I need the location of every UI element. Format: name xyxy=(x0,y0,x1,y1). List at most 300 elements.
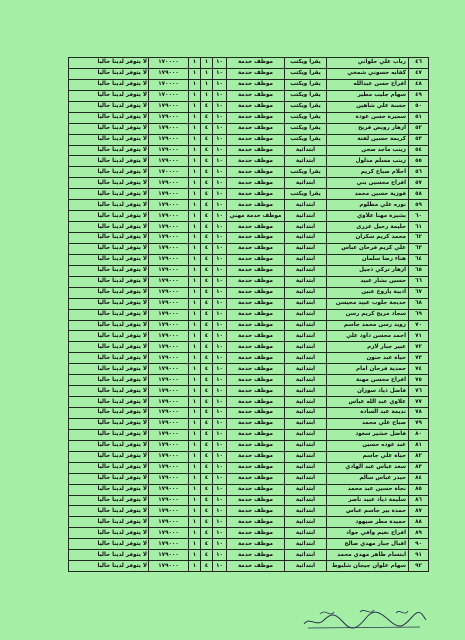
cell-job-title: موظف خدمة xyxy=(227,397,285,408)
cell-salary: ١٧٩٠٠٠ xyxy=(149,298,189,309)
cell-serial: ٥٣ xyxy=(409,134,429,145)
cell-grade: ١٠ xyxy=(213,375,227,386)
cell-education: ابتدائية xyxy=(285,156,327,167)
cell-count: ١ xyxy=(189,539,201,550)
table-row xyxy=(69,506,429,517)
cell-grade: ١٠ xyxy=(213,112,227,123)
cell-grade: ١٠ xyxy=(213,134,227,145)
cell-serial: ٧٨ xyxy=(409,408,429,419)
cell-remarks: لا يتوفر لدينا حاليا xyxy=(69,243,149,254)
cell-remarks: لا يتوفر لدينا حاليا xyxy=(69,353,149,364)
table-row xyxy=(69,287,429,298)
cell-stage: ٤ xyxy=(201,539,213,550)
cell-salary: ١٧٩٠٠٠ xyxy=(149,309,189,320)
cell-count: ١ xyxy=(189,156,201,167)
cell-serial: ٦٥ xyxy=(409,265,429,276)
cell-grade: ١٠ xyxy=(213,386,227,397)
cell-count: ١ xyxy=(189,364,201,375)
cell-salary: ١٧٩٠٠٠ xyxy=(149,200,189,211)
cell-education: ابتدائية xyxy=(285,178,327,189)
cell-stage: ٤ xyxy=(201,408,213,419)
cell-serial: ٤٩ xyxy=(409,90,429,101)
cell-name: حياة علي جاسم xyxy=(327,451,409,462)
cell-serial: ٥٧ xyxy=(409,178,429,189)
cell-salary: ١٧٩٠٠٠ xyxy=(149,331,189,342)
table-row xyxy=(69,408,429,419)
cell-stage: ٤ xyxy=(201,287,213,298)
cell-remarks: لا يتوفر لدينا حاليا xyxy=(69,298,149,309)
cell-serial: ٥٦ xyxy=(409,167,429,178)
table-row xyxy=(69,418,429,429)
cell-remarks: لا يتوفر لدينا حاليا xyxy=(69,167,149,178)
cell-stage: ٤ xyxy=(201,265,213,276)
table-row xyxy=(69,517,429,528)
cell-remarks: لا يتوفر لدينا حاليا xyxy=(69,123,149,134)
cell-job-title: موظف خدمة xyxy=(227,364,285,375)
cell-education: ابتدائية xyxy=(285,243,327,254)
cell-job-title: موظف خدمة xyxy=(227,539,285,550)
cell-grade: ١٠ xyxy=(213,58,227,69)
table-row xyxy=(69,200,429,211)
cell-grade: ١٠ xyxy=(213,331,227,342)
cell-serial: ٧٠ xyxy=(409,320,429,331)
cell-education: ابتدائية xyxy=(285,506,327,517)
cell-education: يقرا ويكتب xyxy=(285,112,327,123)
cell-remarks: لا يتوفر لدينا حاليا xyxy=(69,156,149,167)
cell-remarks: لا يتوفر لدينا حاليا xyxy=(69,58,149,69)
cell-salary: ١٧٩٠٠٠ xyxy=(149,254,189,265)
cell-serial: ٥٥ xyxy=(409,156,429,167)
cell-education: يقرا ويكتب xyxy=(285,68,327,79)
cell-grade: ١٠ xyxy=(213,528,227,539)
cell-serial: ٨٨ xyxy=(409,517,429,528)
cell-name: زينب مسلم مدلول xyxy=(327,156,409,167)
cell-grade: ١٠ xyxy=(213,451,227,462)
cell-job-title: موظف خدمة xyxy=(227,276,285,287)
cell-remarks: لا يتوفر لدينا حاليا xyxy=(69,320,149,331)
table-row xyxy=(69,561,429,572)
table-row xyxy=(69,58,429,69)
cell-serial: ٥٤ xyxy=(409,145,429,156)
cell-name: افراح محسين بني xyxy=(327,178,409,189)
cell-salary: ١٧٩٠٠٠ xyxy=(149,561,189,572)
cell-salary: ١٧٩٠٠٠ xyxy=(149,440,189,451)
cell-education: ابتدائية xyxy=(285,233,327,244)
cell-job-title: موظف خدمة xyxy=(227,254,285,265)
cell-count: ١ xyxy=(189,484,201,495)
table-row xyxy=(69,386,429,397)
cell-name: سميرة حسن عودة xyxy=(327,112,409,123)
cell-remarks: لا يتوفر لدينا حاليا xyxy=(69,473,149,484)
cell-salary: ١٧٩٠٠٠ xyxy=(149,233,189,244)
cell-job-title: موظف خدمة xyxy=(227,495,285,506)
cell-name: نديمة عبد السادة xyxy=(327,408,409,419)
cell-remarks: لا يتوفر لدينا حاليا xyxy=(69,134,149,145)
table-row xyxy=(69,145,429,156)
cell-grade: ١٠ xyxy=(213,276,227,287)
cell-education: ابتدائية xyxy=(285,429,327,440)
cell-job-title: موظف خدمة xyxy=(227,101,285,112)
cell-name: ابتسام طاهر مهدي محمد xyxy=(327,550,409,561)
cell-stage: ٤ xyxy=(201,517,213,528)
cell-serial: ٨١ xyxy=(409,440,429,451)
cell-education: ابتدائية xyxy=(285,298,327,309)
cell-education: ابتدائية xyxy=(285,364,327,375)
cell-name: فاضل خشير سعود xyxy=(327,429,409,440)
cell-count: ١ xyxy=(189,495,201,506)
cell-job-title: موظف خدمة xyxy=(227,167,285,178)
cell-salary: ١٧٩٠٠٠ xyxy=(149,473,189,484)
cell-remarks: لا يتوفر لدينا حاليا xyxy=(69,331,149,342)
cell-salary: ١٧٩٠٠٠ xyxy=(149,189,189,200)
table-row xyxy=(69,528,429,539)
cell-serial: ٦٠ xyxy=(409,211,429,222)
cell-grade: ١٠ xyxy=(213,145,227,156)
cell-serial: ٥٢ xyxy=(409,123,429,134)
cell-stage: ٤ xyxy=(201,473,213,484)
cell-salary: ١٧٩٠٠٠ xyxy=(149,364,189,375)
cell-count: ١ xyxy=(189,386,201,397)
cell-name: افراح نعيم وافي جواد xyxy=(327,528,409,539)
cell-education: ابتدائية xyxy=(285,353,327,364)
cell-remarks: لا يتوفر لدينا حاليا xyxy=(69,200,149,211)
cell-grade: ١٠ xyxy=(213,517,227,528)
cell-name: سعد عباس عبد الهادي xyxy=(327,462,409,473)
cell-job-title: موظف خدمة xyxy=(227,123,285,134)
cell-education: ابتدائية xyxy=(285,550,327,561)
cell-salary: ١٧٩٠٠٠ xyxy=(149,517,189,528)
cell-stage: ٤ xyxy=(201,342,213,353)
cell-grade: ١٠ xyxy=(213,167,227,178)
cell-education: يقرا ويكتب xyxy=(285,101,327,112)
cell-name: فوزية حسين محمد xyxy=(327,189,409,200)
cell-serial: ٨٢ xyxy=(409,451,429,462)
cell-salary: ١٧٩٠٠٠ xyxy=(149,276,189,287)
cell-serial: ٧٣ xyxy=(409,353,429,364)
cell-job-title: موظف خدمة xyxy=(227,528,285,539)
cell-name: حمدة بير جاسم عباس xyxy=(327,506,409,517)
cell-serial: ٦٦ xyxy=(409,276,429,287)
cell-grade: ١٠ xyxy=(213,254,227,265)
cell-salary: ١٧٩٠٠٠ xyxy=(149,528,189,539)
table-row xyxy=(69,101,429,112)
cell-name: زويد رسن محمد جاسم xyxy=(327,320,409,331)
cell-serial: ٧٢ xyxy=(409,342,429,353)
cell-count: ١ xyxy=(189,101,201,112)
cell-job-title: موظف خدمة xyxy=(227,462,285,473)
cell-job-title: موظف خدمة xyxy=(227,233,285,244)
cell-stage: ١ xyxy=(201,90,213,101)
cell-education: ابتدائية xyxy=(285,375,327,386)
cell-count: ١ xyxy=(189,342,201,353)
cell-remarks: لا يتوفر لدينا حاليا xyxy=(69,528,149,539)
cell-salary: ١٧٩٠٠٠ xyxy=(149,265,189,276)
cell-serial: ٧٩ xyxy=(409,418,429,429)
cell-stage: ٤ xyxy=(201,298,213,309)
cell-salary: ١٧٩٠٠٠ xyxy=(149,495,189,506)
cell-count: ١ xyxy=(189,254,201,265)
cell-remarks: لا يتوفر لدينا حاليا xyxy=(69,462,149,473)
cell-serial: ٦٣ xyxy=(409,243,429,254)
cell-count: ١ xyxy=(189,90,201,101)
table-row xyxy=(69,276,429,287)
cell-salary: ١٧٩٠٠٠ xyxy=(149,550,189,561)
cell-education: ابتدائية xyxy=(285,386,327,397)
cell-job-title: موظف خدمة xyxy=(227,506,285,517)
cell-education: ابتدائية xyxy=(285,309,327,320)
cell-remarks: لا يتوفر لدينا حاليا xyxy=(69,233,149,244)
cell-remarks: لا يتوفر لدينا حاليا xyxy=(69,145,149,156)
table-row xyxy=(69,178,429,189)
cell-education: يقرا ويكتب xyxy=(285,58,327,69)
cell-job-title: موظف خدمة xyxy=(227,550,285,561)
cell-grade: ١٠ xyxy=(213,364,227,375)
cell-job-title: موظف خدمة xyxy=(227,517,285,528)
cell-salary: ١٧٩٠٠٠ xyxy=(149,539,189,550)
cell-remarks: لا يتوفر لدينا حاليا xyxy=(69,342,149,353)
cell-serial: ٤٨ xyxy=(409,79,429,90)
cell-education: ابتدائية xyxy=(285,331,327,342)
cell-serial: ٦٤ xyxy=(409,254,429,265)
table-row xyxy=(69,462,429,473)
cell-education: ابتدائية xyxy=(285,561,327,572)
cell-job-title: موظف خدمة xyxy=(227,298,285,309)
cell-salary: ١٧٩٠٠٠ xyxy=(149,112,189,123)
cell-stage: ٤ xyxy=(201,506,213,517)
cell-stage: ٤ xyxy=(201,243,213,254)
cell-name: حيدر عباس سالم xyxy=(327,473,409,484)
cell-stage: ٤ xyxy=(201,462,213,473)
cell-stage: ٤ xyxy=(201,178,213,189)
cell-education: ابتدائية xyxy=(285,342,327,353)
cell-name: سهام جليب مطير xyxy=(327,90,409,101)
cell-stage: ٤ xyxy=(201,189,213,200)
table-row xyxy=(69,167,429,178)
cell-count: ١ xyxy=(189,189,201,200)
cell-count: ١ xyxy=(189,550,201,561)
cell-education: ابتدائية xyxy=(285,539,327,550)
table-row xyxy=(69,233,429,244)
cell-serial: ٨٦ xyxy=(409,495,429,506)
cell-job-title: موظف خدمة xyxy=(227,134,285,145)
cell-remarks: لا يتوفر لدينا حاليا xyxy=(69,265,149,276)
cell-grade: ١٠ xyxy=(213,222,227,233)
cell-education: ابتدائية xyxy=(285,462,327,473)
cell-salary: ١٧٩٠٠٠ xyxy=(149,68,189,79)
cell-count: ١ xyxy=(189,397,201,408)
cell-remarks: لا يتوفر لدينا حاليا xyxy=(69,440,149,451)
cell-grade: ١٠ xyxy=(213,473,227,484)
cell-grade: ١٠ xyxy=(213,265,227,276)
cell-stage: ٤ xyxy=(201,145,213,156)
cell-stage: ٤ xyxy=(201,200,213,211)
table-row xyxy=(69,156,429,167)
cell-remarks: لا يتوفر لدينا حاليا xyxy=(69,68,149,79)
cell-count: ١ xyxy=(189,200,201,211)
cell-job-title: موظف خدمة xyxy=(227,418,285,429)
cell-stage: ٤ xyxy=(201,550,213,561)
cell-grade: ١٠ xyxy=(213,495,227,506)
cell-serial: ٥٠ xyxy=(409,101,429,112)
cell-name: حمدية فرحان امام xyxy=(327,364,409,375)
cell-job-title: موظف خدمة xyxy=(227,200,285,211)
cell-count: ١ xyxy=(189,222,201,233)
cell-count: ١ xyxy=(189,353,201,364)
cell-count: ١ xyxy=(189,134,201,145)
cell-name: احمد محسن داود علي xyxy=(327,331,409,342)
table-row xyxy=(69,550,429,561)
cell-grade: ١٠ xyxy=(213,462,227,473)
cell-name: حياة عبد حنون xyxy=(327,353,409,364)
table-row xyxy=(69,342,429,353)
cell-grade: ١٠ xyxy=(213,233,227,244)
cell-job-title: موظف خدمة xyxy=(227,561,285,572)
cell-stage: ٤ xyxy=(201,561,213,572)
cell-salary: ١٧٩٠٠٠ xyxy=(149,243,189,254)
table-row xyxy=(69,68,429,79)
cell-name: افراح محسن مهنة xyxy=(327,375,409,386)
cell-salary: ١٧٩٠٠٠ xyxy=(149,484,189,495)
cell-job-title: موظف خدمة xyxy=(227,429,285,440)
cell-job-title: موظف خدمة xyxy=(227,265,285,276)
cell-grade: ١٠ xyxy=(213,320,227,331)
cell-remarks: لا يتوفر لدينا حاليا xyxy=(69,495,149,506)
cell-salary: ١٧٩٠٠٠ xyxy=(149,386,189,397)
cell-stage: ٤ xyxy=(201,495,213,506)
cell-stage: ٤ xyxy=(201,429,213,440)
cell-salary: ١٧٠٠٠٠ xyxy=(149,79,189,90)
cell-education: ابتدائية xyxy=(285,397,327,408)
table-row xyxy=(69,397,429,408)
cell-salary: ١٧٩٠٠٠ xyxy=(149,178,189,189)
cell-job-title: موظف خدمة xyxy=(227,178,285,189)
cell-job-title: موظف خدمة xyxy=(227,309,285,320)
cell-grade: ١٠ xyxy=(213,211,227,222)
cell-stage: ٤ xyxy=(201,440,213,451)
cell-count: ١ xyxy=(189,265,201,276)
table-row xyxy=(69,484,429,495)
table-row xyxy=(69,254,429,265)
cell-grade: ١٠ xyxy=(213,298,227,309)
cell-job-title: موظف خدمة xyxy=(227,375,285,386)
table-row xyxy=(69,429,429,440)
cell-count: ١ xyxy=(189,418,201,429)
cell-salary: ١٧٩٠٠٠ xyxy=(149,145,189,156)
cell-remarks: لا يتوفر لدينا حاليا xyxy=(69,418,149,429)
cell-grade: ١٠ xyxy=(213,353,227,364)
cell-salary: ١٧٠٠٠٠ xyxy=(149,58,189,69)
cell-serial: ٥١ xyxy=(409,112,429,123)
cell-remarks: لا يتوفر لدينا حاليا xyxy=(69,550,149,561)
cell-remarks: لا يتوفر لدينا حاليا xyxy=(69,429,149,440)
cell-count: ١ xyxy=(189,298,201,309)
cell-grade: ١٠ xyxy=(213,484,227,495)
cell-serial: ٨٥ xyxy=(409,484,429,495)
cell-remarks: لا يتوفر لدينا حاليا xyxy=(69,386,149,397)
cell-count: ١ xyxy=(189,233,201,244)
cell-count: ١ xyxy=(189,331,201,342)
cell-education: ابتدائية xyxy=(285,265,327,276)
table-row xyxy=(69,375,429,386)
cell-count: ١ xyxy=(189,528,201,539)
cell-salary: ١٧٩٠٠٠ xyxy=(149,287,189,298)
cell-salary: ١٧٩٠٠٠ xyxy=(149,375,189,386)
cell-name: نوره علي مظلوم xyxy=(327,200,409,211)
cell-education: ابتدائية xyxy=(285,440,327,451)
table-row xyxy=(69,79,429,90)
cell-education: يقرا ويكتب xyxy=(285,167,327,178)
cell-job-title: موظف خدمة xyxy=(227,451,285,462)
cell-salary: ١٧٩٠٠٠ xyxy=(149,123,189,134)
cell-stage: ٤ xyxy=(201,418,213,429)
cell-name: اقبال جبار مهدي صالح xyxy=(327,539,409,550)
cell-job-title: موظف خدمة xyxy=(227,90,285,101)
cell-job-title: موظف خدمة xyxy=(227,353,285,364)
cell-stage: ٤ xyxy=(201,276,213,287)
cell-education: ابتدائية xyxy=(285,484,327,495)
cell-stage: ٤ xyxy=(201,167,213,178)
cell-education: ابتدائية xyxy=(285,222,327,233)
cell-education: ابتدائية xyxy=(285,145,327,156)
cell-name: علاوي عبد الله عباس xyxy=(327,397,409,408)
cell-serial: ٤٦ xyxy=(409,58,429,69)
cell-grade: ١٠ xyxy=(213,550,227,561)
cell-education: ابتدائية xyxy=(285,517,327,528)
table-row xyxy=(69,134,429,145)
cell-remarks: لا يتوفر لدينا حاليا xyxy=(69,287,149,298)
cell-remarks: لا يتوفر لدينا حاليا xyxy=(69,222,149,233)
cell-salary: ١٧٩٠٠٠ xyxy=(149,353,189,364)
table-row xyxy=(69,473,429,484)
cell-count: ١ xyxy=(189,375,201,386)
cell-remarks: لا يتوفر لدينا حاليا xyxy=(69,561,149,572)
cell-name: عبير جبار لازم xyxy=(327,342,409,353)
cell-grade: ١٠ xyxy=(213,429,227,440)
cell-name: رباب علي حلواني xyxy=(327,58,409,69)
cell-education: ابتدائية xyxy=(285,528,327,539)
cell-stage: ٤ xyxy=(201,309,213,320)
cell-stage: ٤ xyxy=(201,134,213,145)
cell-salary: ١٧٩٠٠٠ xyxy=(149,506,189,517)
cell-serial: ٩١ xyxy=(409,550,429,561)
cell-job-title: موظف خدمة xyxy=(227,243,285,254)
cell-salary: ١٧٩٠٠٠ xyxy=(149,222,189,233)
cell-job-title: موظف خدمة xyxy=(227,112,285,123)
cell-remarks: لا يتوفر لدينا حاليا xyxy=(69,309,149,320)
cell-education: ابتدائية xyxy=(285,254,327,265)
cell-stage: ٤ xyxy=(201,375,213,386)
cell-stage: ٤ xyxy=(201,364,213,375)
cell-count: ١ xyxy=(189,429,201,440)
cell-grade: ١٠ xyxy=(213,200,227,211)
cell-count: ١ xyxy=(189,309,201,320)
cell-count: ١ xyxy=(189,211,201,222)
cell-count: ١ xyxy=(189,517,201,528)
cell-count: ١ xyxy=(189,178,201,189)
cell-grade: ١٠ xyxy=(213,309,227,320)
cell-education: ابتدائية xyxy=(285,408,327,419)
table-row xyxy=(69,364,429,375)
cell-name: ازهار رويض فريح xyxy=(327,123,409,134)
cell-name: حليمة رحيل عزرى xyxy=(327,222,409,233)
cell-stage: ٤ xyxy=(201,386,213,397)
cell-education: ابتدائية xyxy=(285,495,327,506)
cell-name: فاضل ذياد سوزان xyxy=(327,386,409,397)
cell-name: هناء رضا سلمان xyxy=(327,254,409,265)
cell-education: ابتدائية xyxy=(285,211,327,222)
cell-education: ابتدائية xyxy=(285,473,327,484)
cell-salary: ١٧٩٠٠٠ xyxy=(149,451,189,462)
